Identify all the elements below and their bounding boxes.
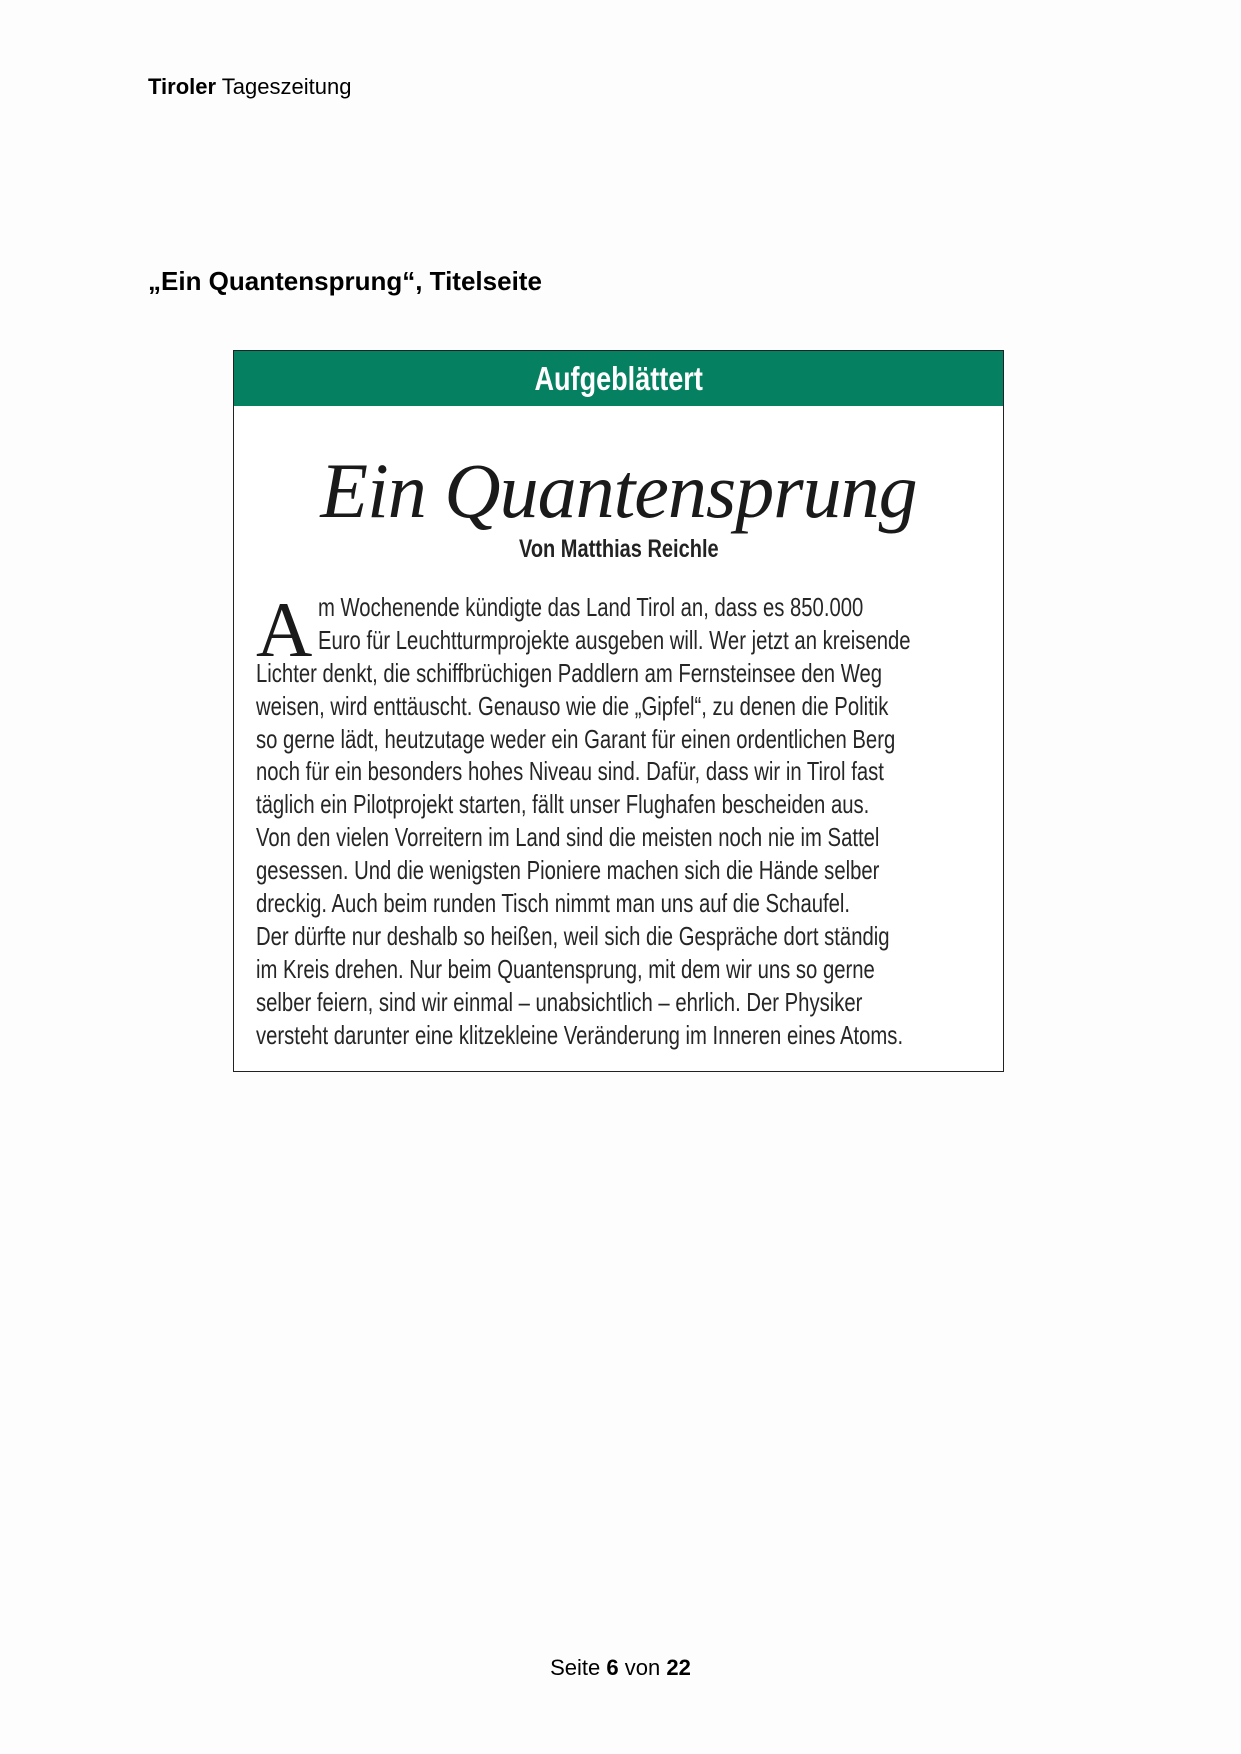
page-footer (0, 1655, 1241, 1681)
article-body (256, 586, 996, 1051)
body-line: gesessen. Und die wenigsten Pioniere machen sich die Hände selber (256, 855, 880, 886)
body-line: weisen, wird enttäuscht. Genauso wie die „Gipfel“, zu denen die Politik (256, 690, 889, 721)
body-line: noch für ein besonders hohes Niveau sind. Dafür, dass wir in Tirol fast (256, 756, 884, 787)
drop-cap: A (256, 586, 313, 673)
footer-prefix: Seite (550, 1655, 601, 1680)
brand-regular: Tageszeitung (221, 74, 352, 99)
page-number: 6 (606, 1655, 619, 1680)
newspaper-clipping (233, 350, 1004, 1072)
body-line: selber feiern, sind wir einmal – unabsichtlich – ehrlich. Der Physiker (256, 986, 863, 1017)
body-line: Lichter denkt, die schiffbrüchigen Paddlern am Fernsteinsee den Weg (256, 657, 883, 688)
section-heading: „Ein Quantensprung“, Titelseite (148, 266, 542, 296)
body-line: m Wochenende kündigte das Land Tirol an, dass es 850.000 (318, 592, 864, 622)
body-line: im Kreis drehen. Nur beim Quantensprung, mit dem wir uns so gerne (256, 953, 875, 984)
body-line: Euro für Leuchtturmprojekte ausgeben will. Wer jetzt an kreisende (318, 624, 911, 655)
body-line: Der dürfte nur deshalb so heißen, weil sich die Gespräche dort ständig (256, 920, 890, 951)
article-title: Ein Quantensprung (320, 447, 917, 534)
publication-header (148, 74, 351, 100)
section-band (234, 351, 1003, 406)
byline-text: Von Matthias Reichle (518, 535, 719, 563)
footer-middle: von (624, 1655, 661, 1680)
body-line: täglich ein Pilotprojekt starten, fällt unser Flughafen bescheiden aus. (256, 789, 870, 820)
byline (234, 535, 1003, 564)
page-total: 22 (666, 1655, 691, 1680)
section-label: Aufgeblättert (534, 360, 703, 397)
brand-bold: Tiroler (148, 74, 217, 99)
body-line: Von den vielen Vorreitern im Land sind die meisten noch nie im Sattel (256, 822, 880, 853)
body-line: so gerne lädt, heutzutage weder ein Garant für einen ordentlichen Berg (256, 723, 896, 754)
body-line: versteht darunter eine klitzekleine Veränderung im Inneren eines Atoms. (256, 1019, 904, 1050)
body-line: dreckig. Auch beim runden Tisch nimmt man uns auf die Schaufel. (256, 888, 851, 919)
